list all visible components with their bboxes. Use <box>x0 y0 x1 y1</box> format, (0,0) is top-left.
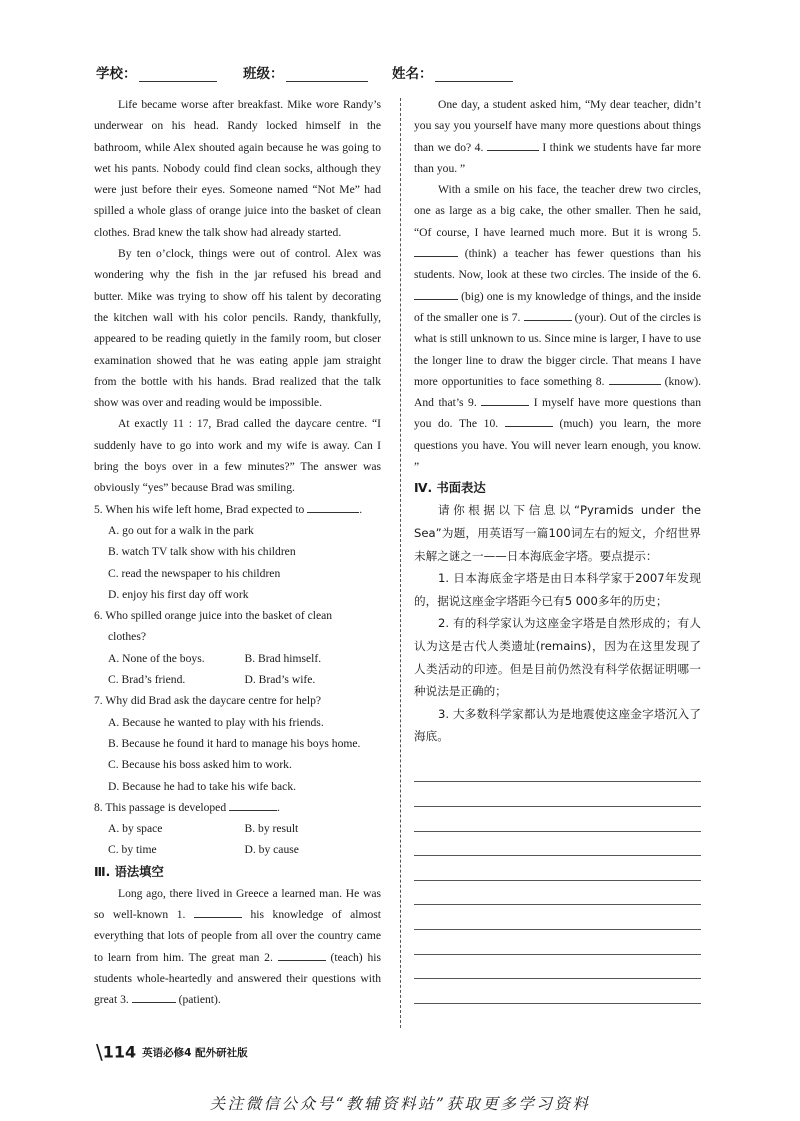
writing-line[interactable] <box>414 905 701 930</box>
text: One day, a student asked him, “My dear teacher, didn’t you say you yourself have many more questions about things than we do? 4. <box>414 98 701 154</box>
class-blank[interactable] <box>286 67 368 82</box>
question-5 <box>94 499 381 605</box>
text: (much) you learn, the more questions you have. You will never learn enough, you know. ” <box>414 417 701 474</box>
grammar-paragraph <box>414 179 701 477</box>
punct: . <box>359 502 363 516</box>
blank-5[interactable] <box>414 243 458 257</box>
writing-prompt <box>414 499 701 748</box>
writing-point: 2. 有的科学家认为这座金字塔是自然形成的；有人认为这是古代人类遗址(remains)，因为在这里发现了人类活动的印迹。但是目前仍然没有科学依据证明哪一种说法是正确的； <box>414 616 701 699</box>
question-stem: 6. Who spilled orange juice into the basket of clean <box>94 609 333 623</box>
right-column <box>414 94 701 1004</box>
blank-9[interactable] <box>481 392 529 406</box>
student-info-header <box>96 62 716 84</box>
writing-line[interactable] <box>414 782 701 807</box>
name-label: 姓名： <box>392 66 433 82</box>
option-d[interactable]: D. enjoy his first day off work <box>108 587 249 601</box>
text: (patient). <box>178 993 221 1007</box>
question-stem: 5. When his wife left home, Brad expected to <box>94 502 305 516</box>
section-title-grammar: Ⅲ. 语法填空 <box>94 864 164 879</box>
writing-line[interactable] <box>414 758 701 783</box>
option-a[interactable]: A. Because he wanted to play with his friends. <box>108 715 324 729</box>
writing-line[interactable] <box>414 881 701 906</box>
option-d[interactable]: D. Brad’s wife. <box>244 673 316 687</box>
text: his knowledge of almost everything that lots of people from all over the country came to learn from him. The great man 2. <box>94 907 382 964</box>
promo-note: 关注微信公众号“教辅资料站”获取更多学习资料 <box>209 1095 591 1113</box>
question-8 <box>94 797 381 861</box>
option-b[interactable]: B. watch TV talk show with his children <box>108 545 296 559</box>
writing-point: 1. 日本海底金字塔是由日本科学家于2007年发现的，据说这座金字塔距今已有5 000多年的历史； <box>414 571 701 608</box>
writing-line[interactable] <box>414 955 701 980</box>
text: (big) one is my knowledge of things, and the inside of the smaller one is 7. <box>414 289 702 324</box>
blank-10[interactable] <box>505 413 553 427</box>
name-blank[interactable] <box>435 67 513 82</box>
passage-paragraph: By ten o’clock, things were out of control. Alex was wondering why the fish in the jar refused his bread and butter. Mike was trying to show off his talent by decorating the kitchen wall with his color pencils. Randy, thankfully, appeared to be reading quietly in the family room, but closer examination showed that he was eating apple jam straight from the bottle with his hands. Brad realized that the talk show was over and reading would be impossible. <box>94 247 381 410</box>
question-7 <box>94 690 381 796</box>
option-d[interactable]: D. by cause <box>244 843 299 857</box>
option-a[interactable]: A. go out for a walk in the park <box>108 523 254 537</box>
blank-3[interactable] <box>132 989 176 1003</box>
question-stem: 7. Why did Brad ask the daycare centre for help? <box>94 694 322 708</box>
option-c[interactable]: C. Because his boss asked him to work. <box>108 758 292 772</box>
answer-blank[interactable] <box>229 797 277 811</box>
passage-paragraph: Life became worse after breakfast. Mike wore Randy’s underwear on his head. Randy locked himself in the bathroom, while Alex shouted again because he was going to wet his pants. Nobody could find clean socks, although they were just before their eyes. Someone named “Not Me” had spilled a whole glass of orange juice into the basket of clean clothes. Brad knew the talk show had already started. <box>94 98 381 239</box>
column-divider <box>400 98 401 1028</box>
answer-blank[interactable] <box>307 499 359 513</box>
page-footer <box>96 1040 248 1064</box>
punct: . <box>277 800 280 814</box>
blank-1[interactable] <box>194 904 242 918</box>
blank-4[interactable] <box>487 137 539 151</box>
writing-line[interactable] <box>414 856 701 881</box>
option-a[interactable]: A. None of the boys. <box>108 651 205 665</box>
class-label: 班级： <box>243 66 284 82</box>
writing-line[interactable] <box>414 930 701 955</box>
writing-line[interactable] <box>414 807 701 832</box>
text: Long ago, there lived in Greece a learned man. He was so well-known 1. <box>94 886 381 921</box>
grammar-paragraph <box>94 883 381 1011</box>
page-number: 114 <box>102 1042 137 1062</box>
option-c[interactable]: C. Brad’s friend. <box>108 673 186 687</box>
text: (your). Out of the circles is what is still unknown to us. Since mine is larger, I have to use the longer line to draw the bigger circle. That means I have more opportunities to face something 8. <box>414 310 702 388</box>
writing-lines[interactable] <box>414 758 701 1004</box>
option-b[interactable]: B. by result <box>244 822 299 836</box>
question-stem: 8. This passage is developed <box>94 800 227 814</box>
class-field[interactable] <box>243 62 368 82</box>
text: (teach) his students whole-heartedly and answered their questions with great 3. <box>94 950 381 1007</box>
school-blank[interactable] <box>139 67 217 82</box>
text: I think we students have far more than you. ” <box>414 140 701 175</box>
text: (think) a teacher has fewer questions than his students. Now, look at these two circles. The inside of the 6. <box>414 247 701 282</box>
writing-point: 3. 大多数科学家都认为是地震使这座金字塔沉入了海底。 <box>414 706 701 744</box>
writing-line[interactable] <box>414 979 701 1004</box>
option-d[interactable]: D. Because he had to take his wife back. <box>108 779 297 793</box>
option-c[interactable]: C. read the newspaper to his children <box>108 566 281 580</box>
name-field[interactable] <box>392 62 513 82</box>
writing-line[interactable] <box>414 832 701 857</box>
question-stem-cont: clothes? <box>108 630 146 644</box>
footer-slash: \ <box>96 1040 103 1064</box>
blank-7[interactable] <box>524 307 572 321</box>
blank-8[interactable] <box>609 371 661 385</box>
left-column <box>94 94 381 1010</box>
grammar-paragraph <box>414 94 701 179</box>
option-b[interactable]: B. Because he found it hard to manage his boys home. <box>108 736 361 750</box>
writing-instruction: 请你根据以下信息以“Pyramids under the Sea”为题，用英语写一篇100词左右的短文，介绍世界未解之谜之一——日本海底金字塔。要点提示： <box>414 503 701 563</box>
text: (know). And that’s 9. <box>414 374 701 410</box>
option-b[interactable]: B. Brad himself. <box>244 651 322 665</box>
text: With a smile on his face, the teacher drew two circles, one as large as a big cake, the other smaller. Then he said, “Of course, I have learned much more. But it is wrong 5. <box>414 183 701 239</box>
passage-paragraph: At exactly 11 : 17, Brad called the daycare centre. “I suddenly have to go into work and my wife is away. Can I bring the boys over in a few minutes?” The answer was obviously “yes” because Brad was smiling. <box>94 417 381 495</box>
text: I myself have more questions than you do. The 10. <box>414 396 702 431</box>
book-title: 英语必修4 配外研社版 <box>142 1046 248 1059</box>
blank-6[interactable] <box>414 286 458 300</box>
option-c[interactable]: C. by time <box>108 843 157 857</box>
blank-2[interactable] <box>278 947 326 961</box>
question-6 <box>94 605 381 690</box>
school-field[interactable] <box>96 62 217 82</box>
school-label: 学校： <box>96 66 137 82</box>
option-a[interactable]: A. by space <box>108 822 163 836</box>
section-title-writing: Ⅳ. 书面表达 <box>414 481 486 496</box>
